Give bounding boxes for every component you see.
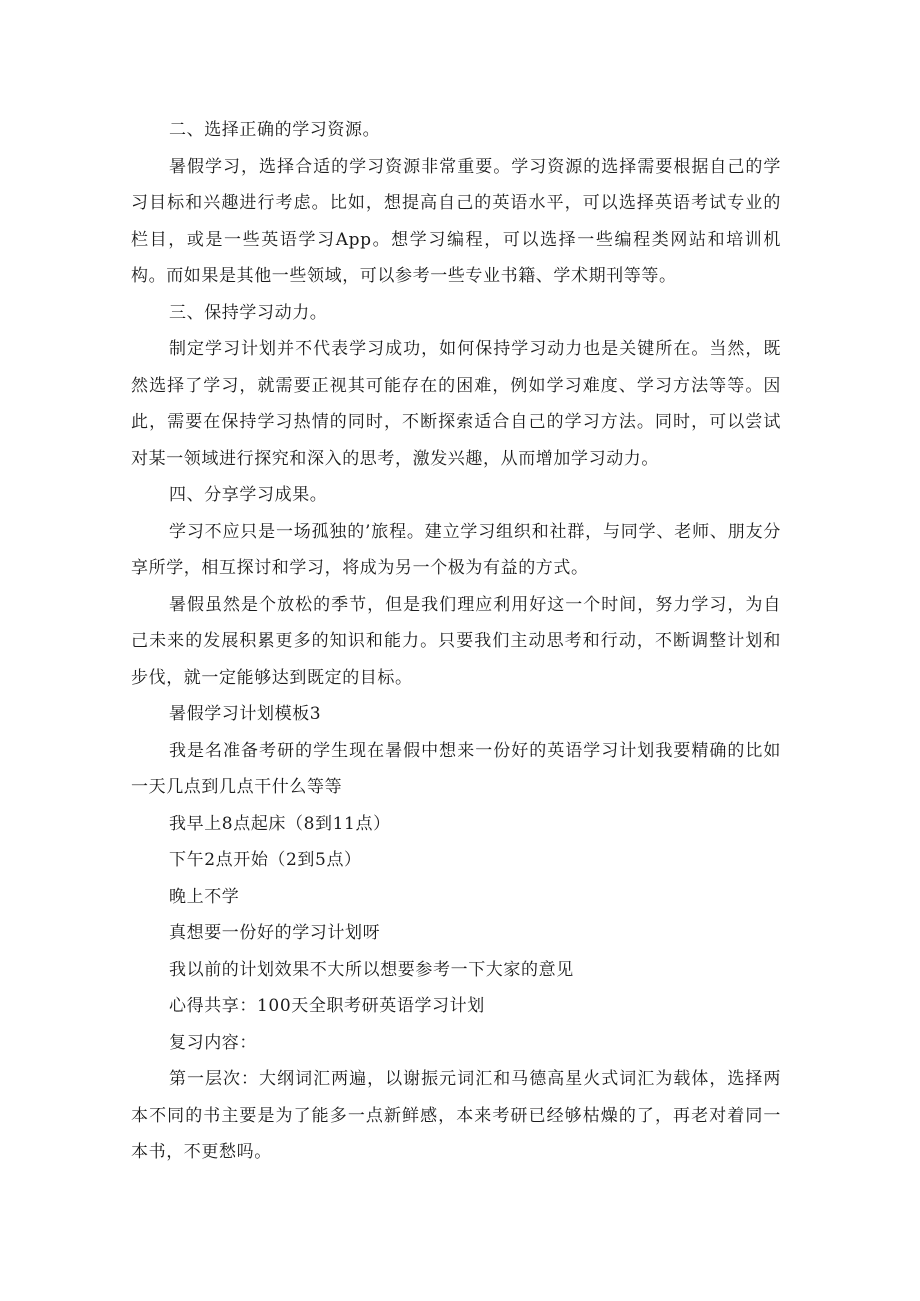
paragraph-share-title: 心得共享：100天全职考研英语学习计划 bbox=[169, 996, 485, 1016]
section-heading-sharing: 四、分享学习成果。 bbox=[169, 485, 328, 505]
paragraph-afternoon: 下午2点开始（2到5点） bbox=[169, 850, 362, 870]
paragraph-morning: 我早上8点起床（8到11点） bbox=[169, 813, 391, 834]
paragraph-evening: 晚上不学 bbox=[169, 886, 240, 907]
paragraph-level-one: 第一层次：大纲词汇两遍，以谢振元词汇和马德高星火式词汇为载体，选择两本不同的书主要是为了能多一点新鲜感，本来考研已经够枯燥的了，再老对着同一本书，不更愁吗。 bbox=[131, 1069, 781, 1162]
paragraph-sharing: 学习不应只是一场孤独的’旅程。建立学习组织和社群，与同学、老师、朋友分享所学，相互探讨和学习，将成为另一个极为有益的方式。 bbox=[131, 521, 781, 578]
section-heading-motivation: 三、保持学习动力。 bbox=[169, 302, 328, 323]
paragraph-motivation: 制定学习计划并不代表学习成功，如何保持学习动力也是关键所在。当然，既然选择了学习，就需要正视其可能存在的困难，例如学习难度、学习方法等等。因此，需要在保持学习热情的同时，不断探索适合自己的学习方法。同时，可以尝试对某一领域进行探究和深入的思考，激发兴趣，从而增加学习动力。 bbox=[131, 339, 781, 469]
paragraph-wish: 真想要一份好的学习计划呀 bbox=[169, 923, 381, 943]
paragraph-conclusion: 暑假虽然是个放松的季节，但是我们理应利用好这一个时间，努力学习，为自己未来的发展积累更多的知识和能力。只要我们主动思考和行动，不断调整计划和步伐，就一定能够达到既定的目标。 bbox=[131, 594, 781, 688]
paragraph-review-content: 复习内容： bbox=[169, 1032, 257, 1053]
section-heading-resources: 二、选择正确的学习资源。 bbox=[169, 120, 381, 140]
paragraph-question: 我是名准备考研的学生现在暑假中想来一份好的英语学习计划我要精确的比如一天几点到几点干什么等等 bbox=[131, 740, 781, 797]
paragraph-previous-plan: 我以前的计划效果不大所以想要参考一下大家的意见 bbox=[169, 959, 574, 980]
template-title: 暑假学习计划模板3 bbox=[169, 704, 322, 724]
document-body bbox=[131, 112, 781, 1171]
paragraph-resources: 暑假学习，选择合适的学习资源非常重要。学习资源的选择需要根据自己的学习目标和兴趣进行考虑。比如，想提高自己的英语水平，可以选择英语考试专业的栏目，或是一些英语学习App。想学习编程，可以选择一些编程类网站和培训机构。而如果是其他一些领域，可以参考一些专业书籍、学术期刊等等。 bbox=[131, 156, 781, 286]
